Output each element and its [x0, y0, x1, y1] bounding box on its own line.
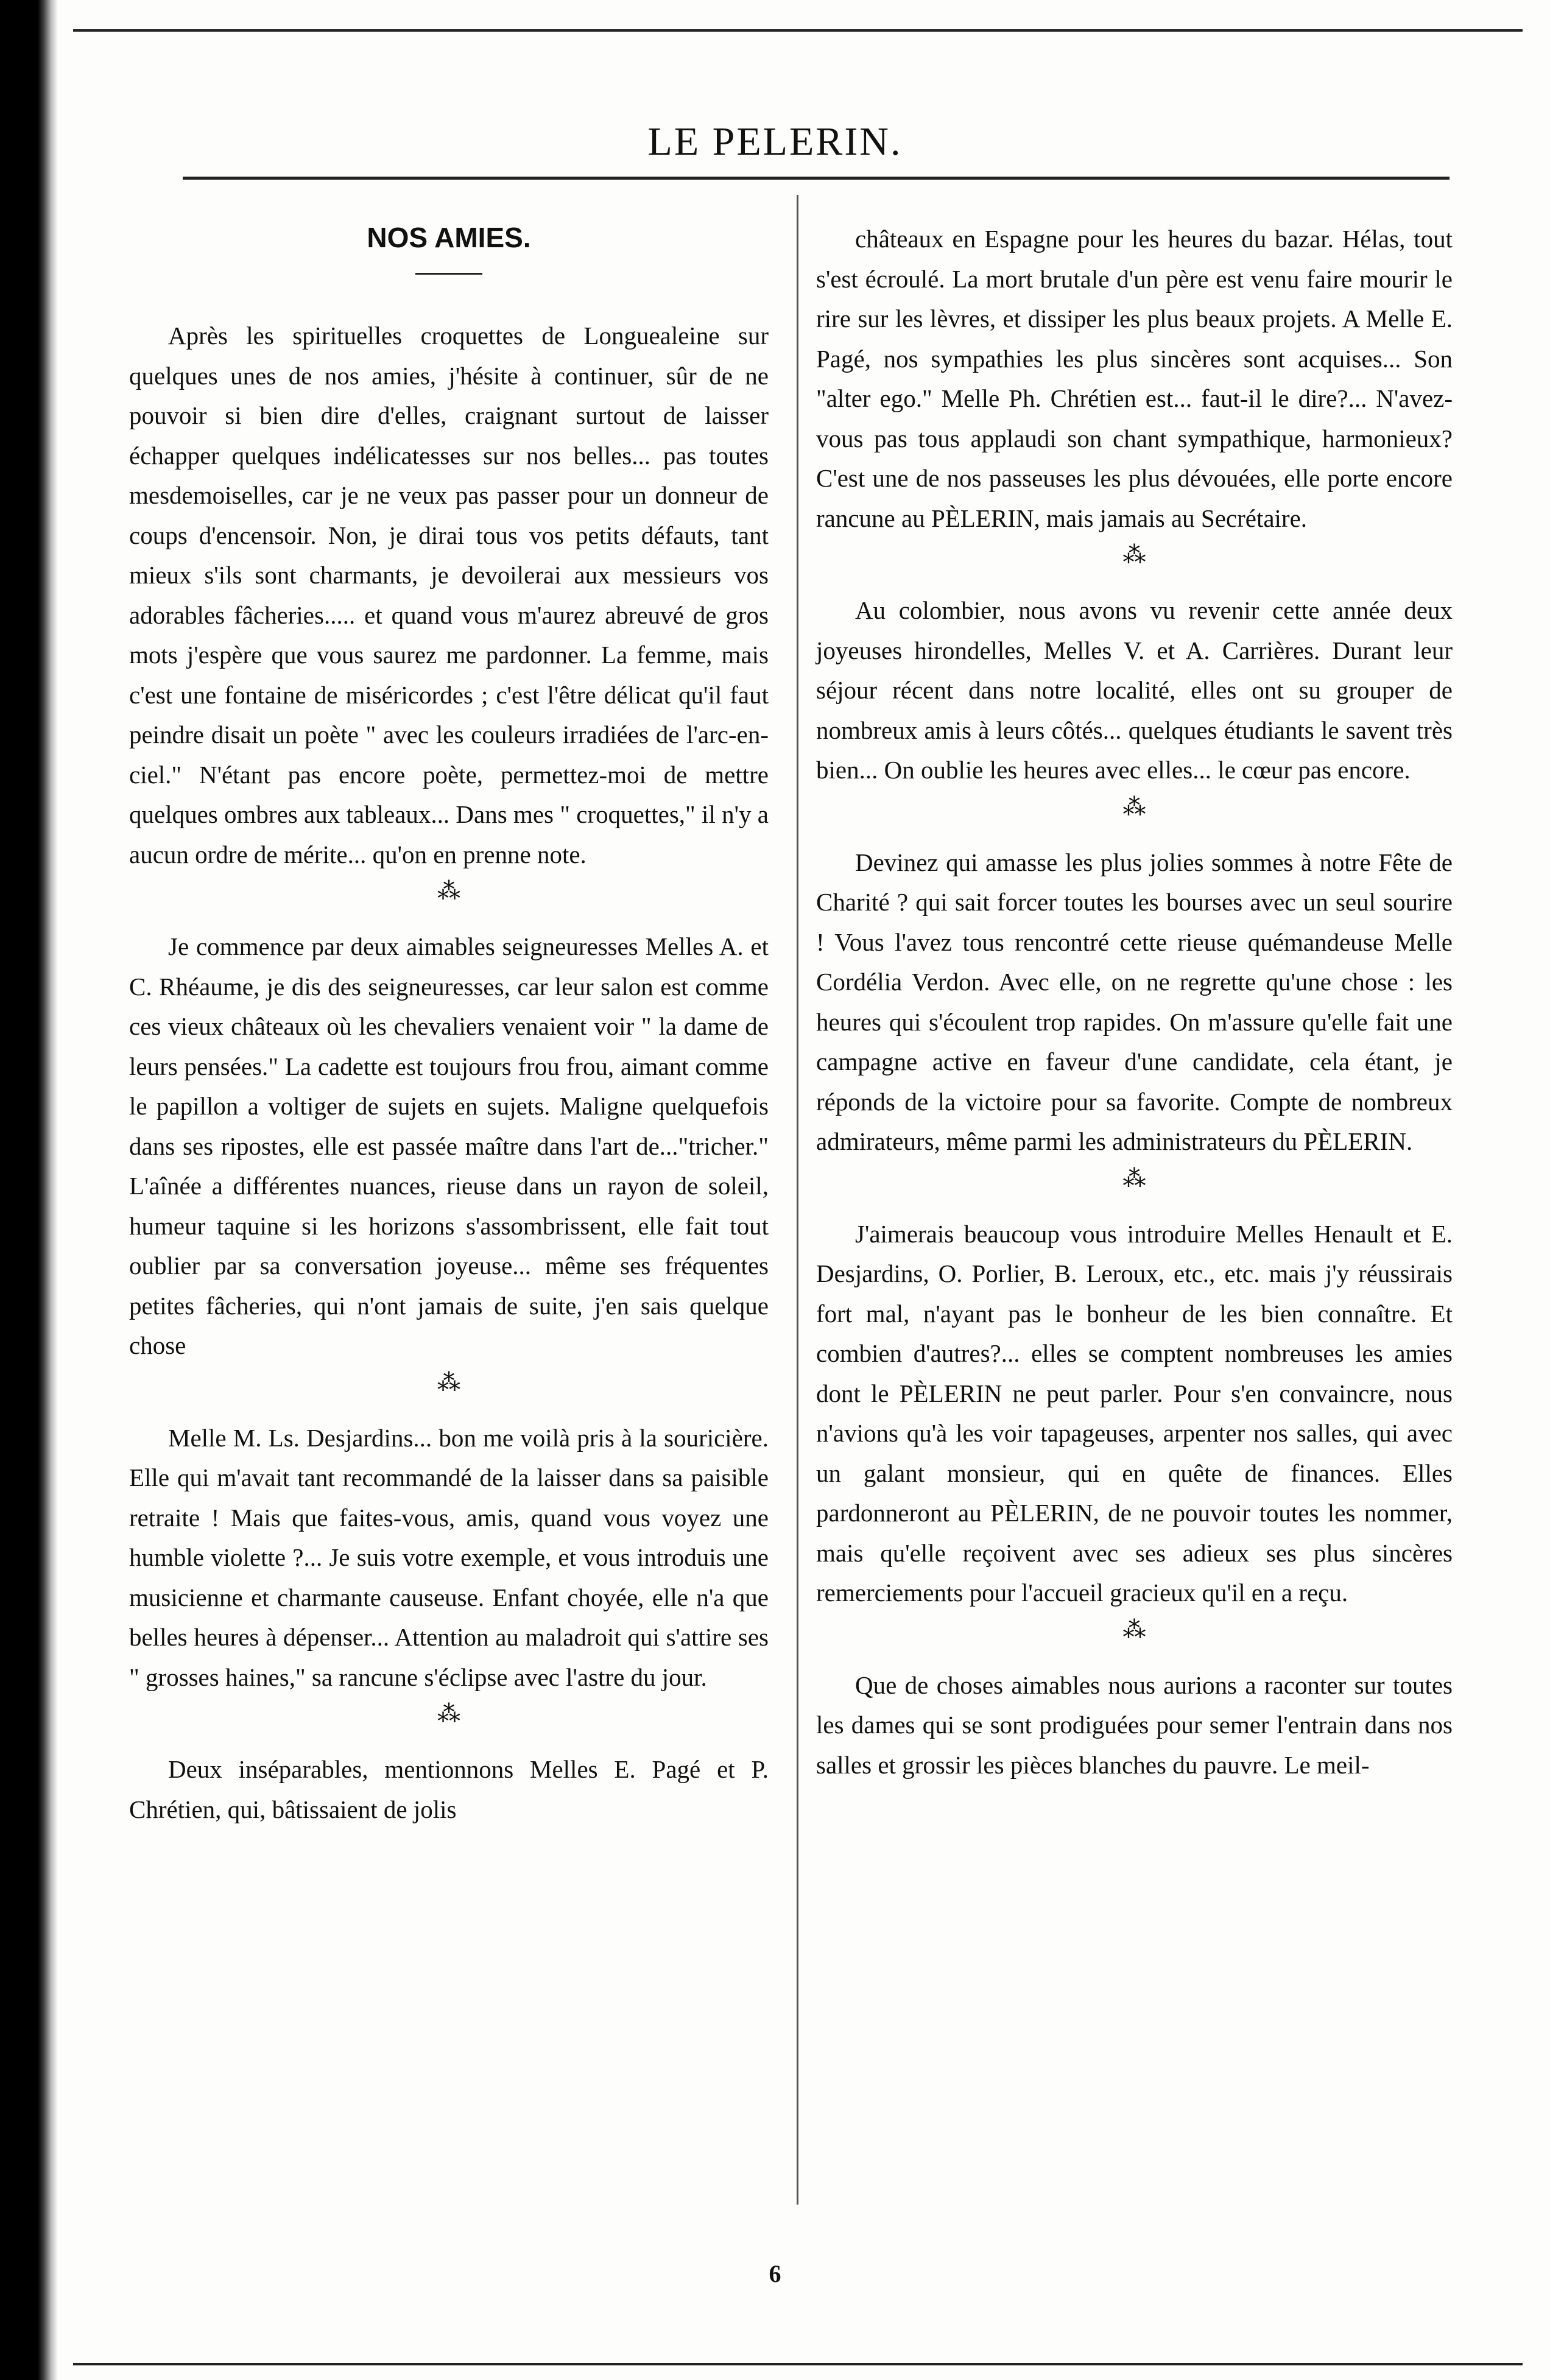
paragraph: Au colombier, nous avons vu revenir cette année deux joyeuses hirondelles, Melles V. et A. Carrières. Durant leur séjour récent dans notre localité, elles ont su grouper de nombreux amis à leurs côtés... quelques étudiants le savent très bien... On oublie les heures avec elles... le cœur pas encore.	[816, 596, 1453, 784]
page-number: 6	[769, 2260, 781, 2287]
column-divider	[797, 195, 798, 2205]
article-title: NOS AMIES.	[367, 222, 531, 253]
top-rule	[73, 29, 1523, 32]
asterism-ornament: ⁂	[1122, 543, 1146, 568]
asterism-ornament: ⁂	[1122, 1617, 1146, 1643]
paragraph: Deux inséparables, mentionnons Melles E. Pagé et P. Chrétien, qui, bâtissaient de jolis	[129, 1755, 769, 1823]
asterism-ornament: ⁂	[437, 1702, 460, 1727]
asterism-ornament: ⁂	[1122, 1166, 1146, 1192]
paragraph: Je commence par deux aimables seigneuresses Melles A. et C. Rhéaume, je dis des seigneuresses, car leur salon est comme ces vieux châteaux où les chevaliers venaient voir " la dame de leurs pensées." La cadette est toujours frou frou, aimant comme le papillon a voltiger de sujets en sujets. Maligne quelquefois dans ses ripostes, elle est passée maître dans l'art de..."tricher." L'aînée a différentes nuances, rieuse dans un rayon de soleil, humeur taquine si les horizons s'assombrissent, elle fait tout oublier par sa conversation joyeuse... même ses fréquentes petites fâcheries, qui n'ont jamais de suite, j'en sais quelque chose	[129, 932, 769, 1359]
masthead-rule	[183, 177, 1450, 180]
asterism-ornament: ⁂	[437, 1370, 460, 1396]
bottom-rule	[73, 2363, 1523, 2365]
paragraph: Que de choses aimables nous aurions a raconter sur toutes les dames qui se sont prodiguées pour semer l'entrain dans nos salles et grossir les pièces blanches du pauvre. Le meil-	[816, 1671, 1453, 1779]
scan-edge-shadow	[0, 0, 58, 2380]
title-rule	[415, 273, 482, 275]
paragraph: Après les spirituelles croquettes de Longuealeine sur quelques unes de nos amies, j'hésite à continuer, sûr de ne pouvoir si bien dire d'elles, craignant surtout de laisser échapper quelques indélicatesses sur nos belles... pas toutes mesdemoiselles, car je ne veux pas passer pour un donneur de coups d'encensoir. Non, je dirai tous vos petits défauts, tant mieux s'ils sont charmants, je devoilerai aux messieurs vos adorables fâcheries..... et quand vous m'aurez abreuvé de gros mots j'espère que vous saurez me pardonner. La femme, mais c'est une fontaine de miséricordes ; c'est l'être délicat qu'il faut peindre disait un poète " avec les couleurs irradiées de l'arc-en-ciel." N'étant pas encore poète, permettez-moi de mettre quelques ombres aux tableaux... Dans mes " croquettes," il n'y a aucun ordre de mérite... qu'on en prenne note.	[129, 322, 769, 868]
masthead: LE PELERIN.	[647, 119, 903, 164]
paragraph: Melle M. Ls. Desjardins... bon me voilà pris à la souricière. Elle qui m'avait tant recommandé de la laisser dans sa paisible retraite ! Mais que faites-vous, amis, quand vous voyez une humble violette ?... Je suis votre exemple, et vous introduis une musicienne et charmante causeuse. Enfant choyée, elle n'a que belles heures à dépenser... Attention au maladroit qui s'attire ses " grosses haines," sa rancune s'éclipse avec l'astre du jour.	[129, 1423, 769, 1691]
asterism-ornament: ⁂	[437, 879, 460, 904]
paragraph: J'aimerais beaucoup vous introduire Melles Henault et E. Desjardins, O. Porlier, B. Leroux, etc., etc. mais j'y réussirais fort mal, n'ayant pas le bonheur de les bien connaître. Et combien d'autres?... elles se comptent nombreuses les amies dont le PÈLERIN ne peut parler. Pour s'en convaincre, nous n'avions qu'à les voir tapageuses, arpenter nos salles, qui avec un galant monsieur, qui en quête de finances. Elles pardonneront au PÈLERIN, de ne pouvoir toutes les nommer, mais qu'elle reçoivent avec ses adieux ses plus sincères remerciements pour l'accueil gracieux qu'il en a reçu.	[816, 1219, 1453, 1607]
left-column	[129, 219, 769, 1829]
asterism-ornament: ⁂	[1122, 794, 1146, 820]
right-column	[816, 219, 1453, 1785]
paragraph: Devinez qui amasse les plus jolies sommes à notre Fête de Charité ? qui sait forcer toutes les bourses avec un seul sourire ! Vous l'avez tous rencontré cette rieuse quémandeuse Melle Cordélia Verdon. Avec elle, on ne regrette qu'une chose : les heures qui s'écoulent trop rapides. On m'assure qu'elle fait une campagne active en faveur d'une candidate, cela étant, je réponds de la victoire pour sa favorite. Compte de nombreux admirateurs, même parmi les administrateurs du PÈLERIN.	[816, 848, 1453, 1155]
paragraph: châteaux en Espagne pour les heures du bazar. Hélas, tout s'est écroulé. La mort brutale d'un père est venu faire mourir le rire sur les lèvres, et dissiper les plus beaux projets. A Melle E. Pagé, nos sympathies les plus sincères sont acquises... Son "alter ego." Melle Ph. Chrétien est... faut-il le dire?... N'avez-vous pas tous applaudi son chant sympathique, harmonieux? C'est une de nos passeuses les plus dévouées, elle porte encore rancune au PÈLERIN, mais jamais au Secrétaire.	[816, 225, 1453, 532]
